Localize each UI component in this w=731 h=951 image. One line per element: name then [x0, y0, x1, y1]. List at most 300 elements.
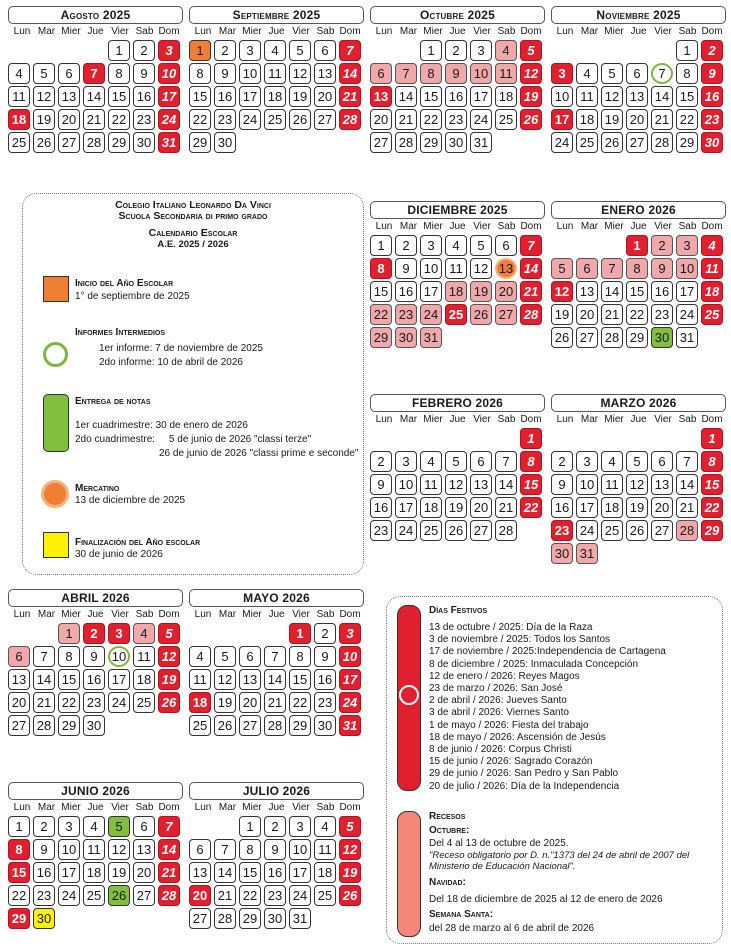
day-cell: 4: [601, 451, 623, 472]
day-cell: 6: [470, 451, 492, 472]
day-cell: 4: [495, 40, 517, 61]
weekday-label: Jue: [268, 26, 285, 37]
weekday-label: Dom: [701, 221, 723, 232]
day-cell: 16: [651, 281, 673, 302]
day-cell: 4: [314, 816, 336, 837]
day-cell: 29: [8, 908, 30, 929]
day-cell: 18: [83, 862, 105, 883]
day-cell: 27: [133, 885, 155, 906]
day-cell: 10: [395, 474, 417, 495]
day-cell: 23: [395, 304, 417, 325]
empty-cell: [551, 40, 573, 61]
day-cell: 15: [626, 281, 648, 302]
receso-bar: [397, 811, 421, 937]
day-cell: 6: [370, 63, 392, 84]
weekday-label: Vier: [473, 221, 491, 232]
day-cell: 24: [239, 109, 261, 130]
weekday-label: Mier: [61, 26, 81, 37]
day-cell: 21: [33, 692, 55, 713]
day-cell: 28: [264, 715, 286, 736]
day-cell: 15: [8, 862, 30, 883]
weekday-label: Jue: [630, 414, 647, 425]
day-cell: 8: [58, 646, 80, 667]
day-cell: 31: [676, 327, 698, 348]
day-cell: 27: [576, 327, 598, 348]
day-cell: 20: [495, 281, 517, 302]
octubre-title: Octubre:: [429, 825, 470, 836]
festivo-item: 8 de junio / 2026: Corpus Christi: [429, 744, 572, 755]
notas-2: 2do cuadrimestre: 5 de junio de 2026 "classi terze": [75, 434, 312, 445]
weekday-header: [551, 25, 726, 38]
empty-cell: [189, 623, 211, 644]
weekday-label: Sab: [497, 221, 516, 232]
day-cell: 14: [395, 86, 417, 107]
weekday-label: Dom: [339, 609, 361, 620]
day-cell: 25: [701, 304, 723, 325]
fin-swatch: [43, 532, 69, 558]
day-cell: 31: [470, 132, 492, 153]
day-grid: [370, 428, 545, 541]
day-cell: 12: [33, 86, 55, 107]
day-cell: 2: [133, 40, 155, 61]
day-cell: 13: [314, 63, 336, 84]
day-cell: 23: [264, 885, 286, 906]
weekday-label: Mar: [580, 26, 599, 37]
day-cell: 31: [289, 908, 311, 929]
inicio-title: Inicio del Año Escolar: [75, 278, 174, 289]
day-cell: 28: [520, 304, 542, 325]
day-cell: 21: [520, 281, 542, 302]
day-cell: 15: [370, 281, 392, 302]
empty-cell: [370, 428, 392, 449]
day-cell: 26: [339, 885, 361, 906]
day-cell: 27: [58, 132, 80, 153]
day-cell: 9: [83, 646, 105, 667]
day-cell: 1: [676, 40, 698, 61]
weekday-label: Lun: [194, 26, 212, 37]
weekday-label: Dom: [158, 26, 180, 37]
day-cell: 8: [289, 646, 311, 667]
day-cell: 1: [8, 816, 30, 837]
day-cell: 4: [420, 451, 442, 472]
day-cell: 30: [214, 132, 236, 153]
day-cell: 9: [701, 63, 723, 84]
day-cell: 17: [395, 497, 417, 518]
day-cell: 23: [314, 692, 336, 713]
month-enero-2026: [551, 201, 726, 348]
day-cell: 18: [495, 86, 517, 107]
day-cell: 5: [601, 63, 623, 84]
festivo-item: 15 de junio / 2026: Sagrado Corazón: [429, 756, 593, 768]
day-cell: 5: [33, 63, 55, 84]
day-grid: [370, 235, 545, 348]
empty-cell: [58, 40, 80, 61]
day-cell: 25: [314, 885, 336, 906]
day-cell: 28: [83, 132, 105, 153]
day-cell: 1: [58, 623, 80, 644]
day-cell: 2: [370, 451, 392, 472]
school-name: Colegio Italiano Leonardo Da Vinci: [115, 199, 271, 211]
day-cell: 26: [108, 885, 130, 906]
day-cell: 16: [314, 669, 336, 690]
day-cell: 15: [420, 86, 442, 107]
day-cell: 16: [370, 497, 392, 518]
day-cell: 9: [133, 63, 155, 84]
day-cell: 1: [626, 235, 648, 256]
day-cell: 2: [701, 40, 723, 61]
day-cell: 5: [626, 451, 648, 472]
weekday-label: Mier: [242, 609, 262, 620]
day-cell: 21: [651, 109, 673, 130]
day-cell: 3: [676, 235, 698, 256]
day-cell: 30: [551, 543, 573, 564]
weekday-label: Mier: [423, 26, 443, 37]
day-cell: 10: [420, 258, 442, 279]
day-cell: 17: [551, 109, 573, 130]
day-cell: 17: [158, 86, 180, 107]
day-cell: 20: [239, 692, 261, 713]
day-cell: 28: [651, 132, 673, 153]
day-cell: 11: [495, 63, 517, 84]
weekday-header: [370, 25, 545, 38]
day-cell: 6: [495, 235, 517, 256]
empty-cell: [651, 428, 673, 449]
empty-cell: [189, 816, 211, 837]
festivo-item: 8 de diciembre / 2025: Inmaculada Concepción: [429, 658, 639, 670]
day-cell: 18: [264, 86, 286, 107]
month-title: ABRIL 2026: [8, 589, 183, 607]
day-cell: 11: [83, 839, 105, 860]
day-cell: 25: [445, 304, 467, 325]
weekday-label: Mier: [604, 26, 624, 37]
month-title: DICIEMBRE 2025: [370, 201, 545, 219]
empty-cell: [626, 40, 648, 61]
empty-cell: [264, 623, 286, 644]
day-cell: 1: [370, 235, 392, 256]
day-cell: 2: [314, 623, 336, 644]
weekday-label: Vier: [111, 26, 129, 37]
fin-title: Finalización del Año escolar: [75, 537, 201, 548]
day-cell: 25: [8, 132, 30, 153]
day-cell: 23: [33, 885, 55, 906]
day-cell: 8: [189, 63, 211, 84]
empty-cell: [651, 40, 673, 61]
day-grid: [8, 40, 183, 153]
month-mayo-2026: [189, 589, 364, 736]
day-cell: 1: [289, 623, 311, 644]
day-cell: 19: [445, 497, 467, 518]
weekday-label: Jue: [268, 802, 285, 813]
day-cell: 22: [8, 885, 30, 906]
day-cell: 24: [289, 885, 311, 906]
empty-cell: [214, 623, 236, 644]
day-cell: 15: [701, 474, 723, 495]
day-cell: 13: [133, 839, 155, 860]
day-cell: 26: [289, 109, 311, 130]
day-cell: 31: [576, 543, 598, 564]
day-cell: 3: [239, 40, 261, 61]
festivo-item: 2 de abril / 2026: Jueves Santo: [429, 695, 567, 707]
day-cell: 5: [551, 258, 573, 279]
weekday-header: [8, 25, 183, 38]
day-cell: 21: [339, 86, 361, 107]
day-cell: 18: [133, 669, 155, 690]
day-cell: 23: [701, 109, 723, 130]
day-cell: 12: [339, 839, 361, 860]
day-cell: 28: [601, 327, 623, 348]
day-cell: 22: [676, 109, 698, 130]
legend-box: [22, 193, 364, 575]
day-cell: 18: [445, 281, 467, 302]
day-cell: 14: [651, 86, 673, 107]
weekday-label: Sab: [678, 221, 697, 232]
day-cell: 14: [33, 669, 55, 690]
day-cell: 6: [58, 63, 80, 84]
day-cell: 6: [314, 40, 336, 61]
empty-cell: [395, 428, 417, 449]
empty-cell: [8, 40, 30, 61]
day-cell: 2: [651, 235, 673, 256]
weekday-label: Jue: [87, 26, 104, 37]
day-cell: 3: [420, 235, 442, 256]
weekday-label: Lun: [556, 26, 574, 37]
day-cell: 5: [289, 40, 311, 61]
day-cell: 23: [370, 520, 392, 541]
weekday-label: Vier: [111, 802, 129, 813]
month-title: ENERO 2026: [551, 201, 726, 219]
day-cell: 29: [189, 132, 211, 153]
month-junio-2026: [8, 782, 183, 929]
weekday-label: Dom: [339, 802, 361, 813]
weekday-label: Mar: [37, 802, 56, 813]
day-cell: 30: [133, 132, 155, 153]
day-cell: 26: [33, 132, 55, 153]
day-cell: 24: [420, 304, 442, 325]
day-cell: 26: [626, 520, 648, 541]
day-cell: 9: [214, 63, 236, 84]
weekday-label: Mier: [61, 802, 81, 813]
octubre-note-2: Ministerio de Educación Nacional".: [429, 861, 576, 872]
day-cell: 24: [576, 520, 598, 541]
weekday-label: Vier: [654, 26, 672, 37]
day-cell: 11: [445, 258, 467, 279]
empty-cell: [495, 428, 517, 449]
day-cell: 24: [395, 520, 417, 541]
day-cell: 26: [214, 715, 236, 736]
day-cell: 28: [676, 520, 698, 541]
day-cell: 31: [420, 327, 442, 348]
day-cell: 27: [651, 520, 673, 541]
weekday-label: Vier: [292, 802, 310, 813]
day-cell: 7: [214, 839, 236, 860]
day-grid: [8, 623, 183, 736]
recesos-title: Recesos: [429, 811, 466, 822]
day-cell: 4: [83, 816, 105, 837]
day-cell: 17: [576, 497, 598, 518]
day-cell: 26: [551, 327, 573, 348]
day-cell: 8: [676, 63, 698, 84]
day-cell: 7: [651, 63, 673, 84]
festivo-item: 3 de noviembre / 2025: Todos los Santos: [429, 634, 611, 646]
weekday-label: Lun: [13, 26, 31, 37]
day-cell: 30: [701, 132, 723, 153]
day-cell: 13: [495, 258, 517, 279]
day-cell: 28: [395, 132, 417, 153]
day-cell: 5: [339, 816, 361, 837]
weekday-label: Lun: [194, 802, 212, 813]
day-cell: 15: [239, 862, 261, 883]
day-cell: 12: [601, 86, 623, 107]
day-cell: 12: [214, 669, 236, 690]
day-cell: 5: [214, 646, 236, 667]
day-cell: 18: [314, 862, 336, 883]
month-title: FEBRERO 2026: [370, 394, 545, 412]
day-cell: 25: [420, 520, 442, 541]
day-cell: 1: [189, 40, 211, 61]
day-grid: [189, 623, 364, 736]
weekday-label: Jue: [87, 802, 104, 813]
octubre-text: Del 4 al 13 de octubre de 2025.: [429, 838, 569, 849]
day-cell: 9: [395, 258, 417, 279]
weekday-header: [551, 413, 726, 426]
empty-cell: [551, 235, 573, 256]
weekday-label: Mier: [604, 221, 624, 232]
day-cell: 20: [626, 109, 648, 130]
weekday-header: [370, 220, 545, 233]
empty-cell: [470, 428, 492, 449]
empty-cell: [33, 40, 55, 61]
weekday-label: Lun: [375, 414, 393, 425]
day-cell: 3: [395, 451, 417, 472]
weekday-label: Vier: [473, 414, 491, 425]
weekday-header: [551, 220, 726, 233]
weekday-label: Mar: [218, 609, 237, 620]
weekday-label: Jue: [630, 221, 647, 232]
day-cell: 24: [676, 304, 698, 325]
weekday-label: Mar: [37, 609, 56, 620]
day-cell: 19: [339, 862, 361, 883]
day-cell: 16: [133, 86, 155, 107]
day-cell: 14: [495, 474, 517, 495]
day-grid: [551, 40, 726, 153]
day-cell: 30: [83, 715, 105, 736]
empty-cell: [214, 816, 236, 837]
weekday-header: [189, 608, 364, 621]
weekday-label: Lun: [375, 26, 393, 37]
day-cell: 2: [445, 40, 467, 61]
day-cell: 10: [339, 646, 361, 667]
day-cell: 12: [551, 281, 573, 302]
day-cell: 1: [239, 816, 261, 837]
day-cell: 10: [158, 63, 180, 84]
day-cell: 6: [239, 646, 261, 667]
day-cell: 11: [601, 474, 623, 495]
day-cell: 3: [576, 451, 598, 472]
day-cell: 19: [551, 304, 573, 325]
day-cell: 26: [520, 109, 542, 130]
day-cell: 25: [576, 132, 598, 153]
day-cell: 4: [264, 40, 286, 61]
day-cell: 6: [651, 451, 673, 472]
day-cell: 11: [420, 474, 442, 495]
month-title: MAYO 2026: [189, 589, 364, 607]
navidad-title: Navidad:: [429, 877, 466, 888]
month-title: JUNIO 2026: [8, 782, 183, 800]
day-cell: 11: [8, 86, 30, 107]
weekday-label: Dom: [701, 414, 723, 425]
weekday-label: Mier: [423, 414, 443, 425]
day-cell: 16: [701, 86, 723, 107]
day-cell: 14: [264, 669, 286, 690]
day-cell: 17: [58, 862, 80, 883]
school-level: Scuola Secondaria di primo grado: [118, 210, 268, 222]
mercatino-text: 13 de diciembre de 2025: [75, 495, 186, 506]
day-cell: 8: [8, 839, 30, 860]
empty-cell: [601, 40, 623, 61]
day-cell: 16: [33, 862, 55, 883]
day-cell: 24: [470, 109, 492, 130]
day-cell: 29: [289, 715, 311, 736]
day-cell: 5: [520, 40, 542, 61]
month-noviembre-2025: [551, 6, 726, 153]
day-cell: 29: [370, 327, 392, 348]
month-octubre-2025: [370, 6, 545, 153]
weekday-header: [8, 608, 183, 621]
day-cell: 9: [33, 839, 55, 860]
day-cell: 5: [158, 623, 180, 644]
empty-cell: [576, 235, 598, 256]
semana-santa-text: del 28 de marzo al 6 de abril de 2026: [429, 923, 595, 934]
day-cell: 11: [576, 86, 598, 107]
day-cell: 13: [370, 86, 392, 107]
day-cell: 4: [701, 235, 723, 256]
day-cell: 31: [339, 715, 361, 736]
day-cell: 22: [239, 885, 261, 906]
day-cell: 26: [158, 692, 180, 713]
weekday-label: Vier: [654, 221, 672, 232]
day-cell: 21: [601, 304, 623, 325]
day-cell: 21: [495, 497, 517, 518]
day-cell: 20: [470, 497, 492, 518]
day-cell: 3: [108, 623, 130, 644]
day-cell: 14: [601, 281, 623, 302]
day-cell: 7: [495, 451, 517, 472]
day-cell: 24: [551, 132, 573, 153]
weekday-label: Sab: [316, 802, 335, 813]
month-diciembre-2025: [370, 201, 545, 348]
festivo-item: 20 de julio / 2026: Día de la Independencia: [429, 780, 620, 792]
day-cell: 27: [370, 132, 392, 153]
day-grid: [551, 235, 726, 348]
day-cell: 10: [470, 63, 492, 84]
day-cell: 3: [551, 63, 573, 84]
weekday-label: Mar: [399, 221, 418, 232]
day-cell: 15: [189, 86, 211, 107]
empty-cell: [420, 428, 442, 449]
festivos-title: Días Festivos: [429, 605, 488, 616]
school-year: A.E. 2025 / 2026: [157, 239, 229, 250]
weekday-label: Dom: [701, 26, 723, 37]
weekday-header: [8, 801, 183, 814]
weekday-label: Jue: [268, 609, 285, 620]
day-cell: 27: [470, 520, 492, 541]
day-cell: 25: [601, 520, 623, 541]
day-cell: 12: [108, 839, 130, 860]
day-cell: 14: [158, 839, 180, 860]
empty-cell: [395, 40, 417, 61]
day-cell: 27: [189, 908, 211, 929]
day-cell: 13: [470, 474, 492, 495]
